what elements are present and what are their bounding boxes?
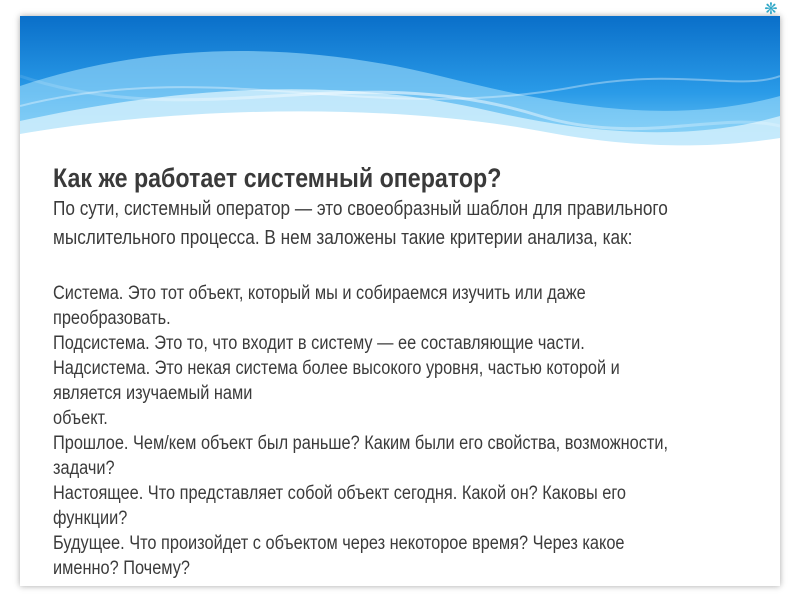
slide-title: Как же работает системный оператор? bbox=[53, 163, 502, 193]
list-item-future: Будущее. Что произойдет с объектом через некоторое время? Через какое именно? Почему? bbox=[53, 533, 625, 579]
intro-line-2: мыслительного процесса. В нем заложены такие критерии анализа, как: bbox=[53, 227, 633, 249]
list-item-supersystem-cont: объект. bbox=[53, 408, 108, 429]
spacer bbox=[53, 253, 685, 281]
list-item-system: Система. Это тот объект, который мы и собираемся изучить или даже преобразовать. bbox=[53, 283, 586, 329]
list-item-supersystem: Надсистема. Это некая система более высокого уровня, частью которой и является изучаемый нами bbox=[53, 358, 620, 404]
snowflake-icon: ❋ bbox=[764, 1, 778, 18]
slide bbox=[20, 16, 780, 586]
list-item-past: Прошлое. Чем/кем объект был раньше? Каким были его свойства, возможности, задачи? bbox=[53, 433, 669, 479]
slide-content bbox=[53, 161, 685, 581]
list-item-present: Настоящее. Что представляет собой объект сегодня. Какой он? Каковы его функции? bbox=[53, 483, 627, 529]
list-item-subsystem: Подсистема. Это то, что входит в систему — ее составляющие части. bbox=[53, 333, 585, 354]
criteria-list bbox=[53, 281, 685, 581]
wave-banner bbox=[20, 16, 780, 156]
intro-line-1: По сути, системный оператор — это своеобразный шаблон для правильного bbox=[53, 198, 668, 220]
